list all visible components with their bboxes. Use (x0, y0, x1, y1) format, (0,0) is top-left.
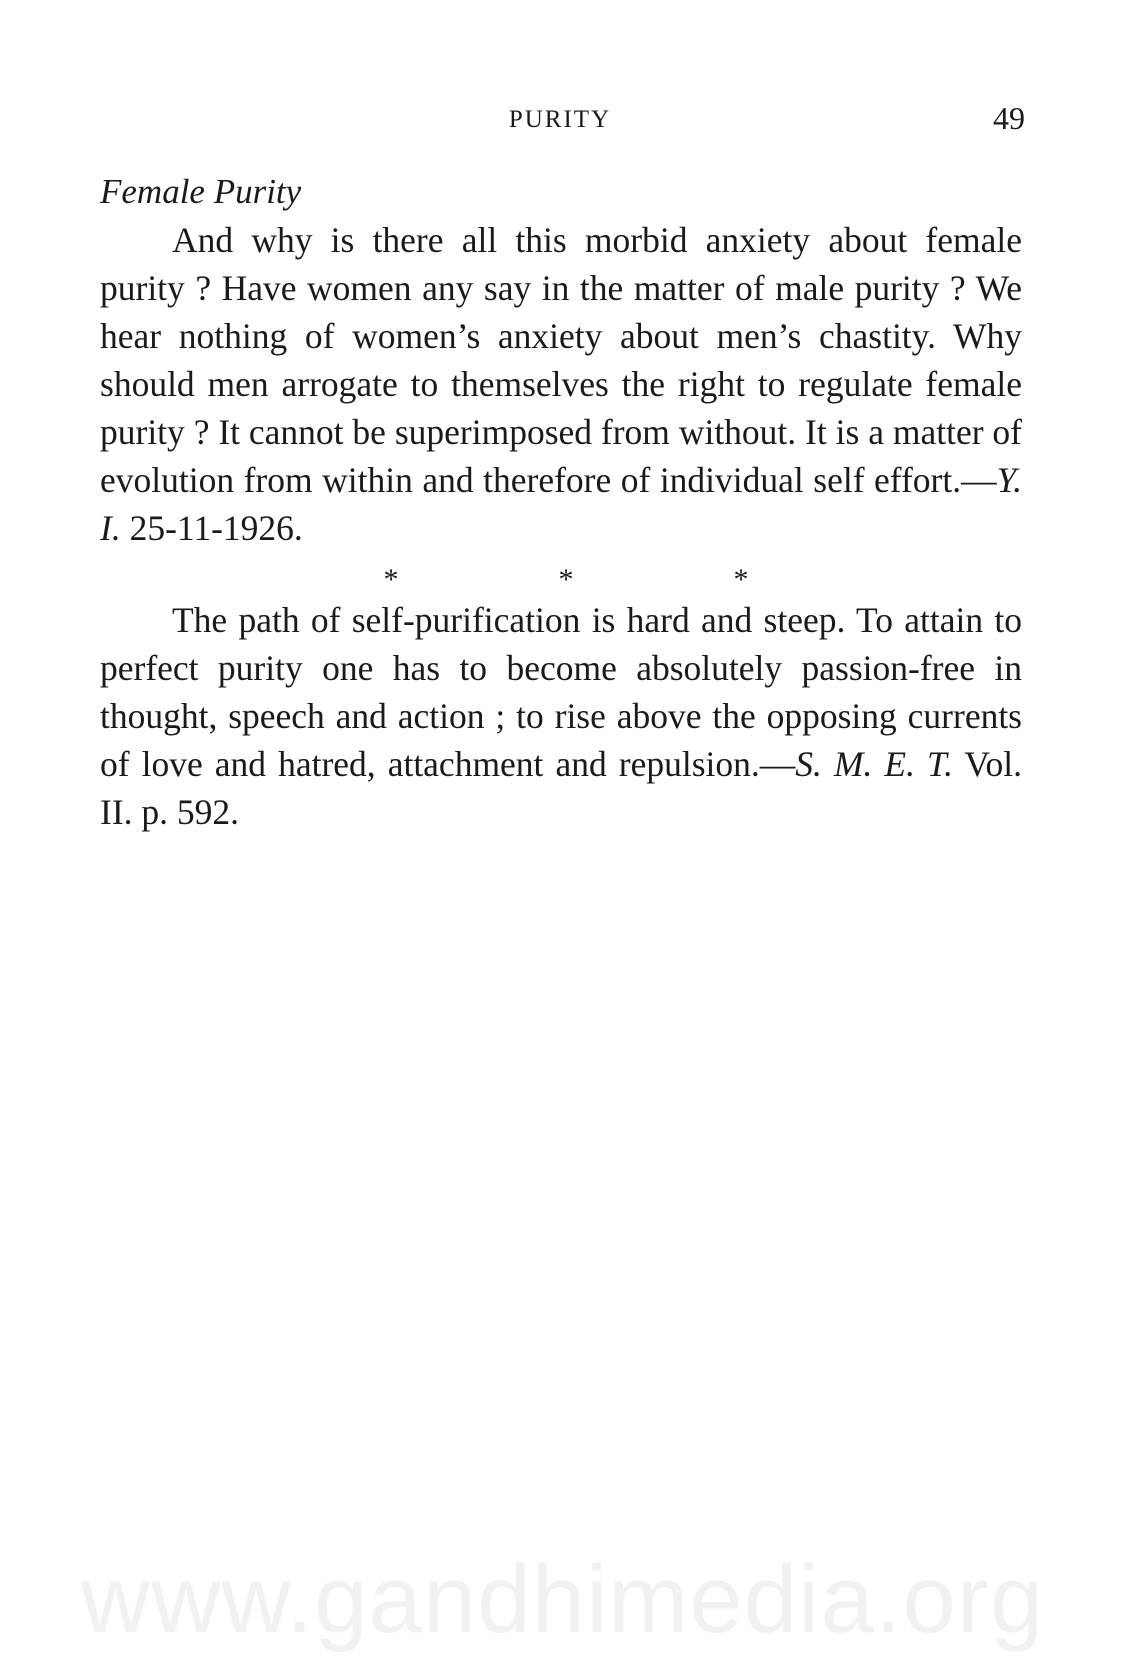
text-block (100, 168, 1022, 836)
source-volume: Vol. II. p. 592. (100, 744, 1022, 832)
source-dash: — (759, 744, 796, 784)
source-date: 25-11-1926. (120, 508, 303, 548)
paragraph-female-purity (100, 216, 1022, 552)
paragraph-text: And why is there all this morbid anxiety about female purity ? Have women any say in the matter of male purity ? We hear nothing of women’s anxiety about men’s chastity. Why should men arrogate to themselves the right to regulate female purity ? It cannot be superimposed from without. It is a matter of evolution from within and therefore of individual self effort. (100, 220, 1022, 500)
paragraph-self-purification (100, 596, 1022, 836)
page-number: 49 (993, 100, 1025, 136)
separator-asterisk: * (558, 563, 574, 596)
section-heading: Female Purity (100, 172, 302, 211)
paragraph-text: The path of self-purification is hard and steep. To attain to perfect purity one has to become absolutely passion-free in thought, speech and action ; to rise above the opposing currents of love and hatred, attachment and repulsion. (100, 600, 1022, 784)
source-dash: — (961, 460, 997, 500)
source-citation: S. M. E. T. (795, 744, 954, 784)
section-separator (100, 552, 1022, 596)
source-citation: Y. I. (100, 460, 1022, 548)
separator-asterisk: * (383, 563, 399, 596)
separator-asterisk: * (733, 563, 749, 596)
running-head (0, 100, 1125, 140)
running-title: PURITY (508, 106, 612, 133)
watermark: www.gandhimedia.org (80, 1546, 1045, 1653)
